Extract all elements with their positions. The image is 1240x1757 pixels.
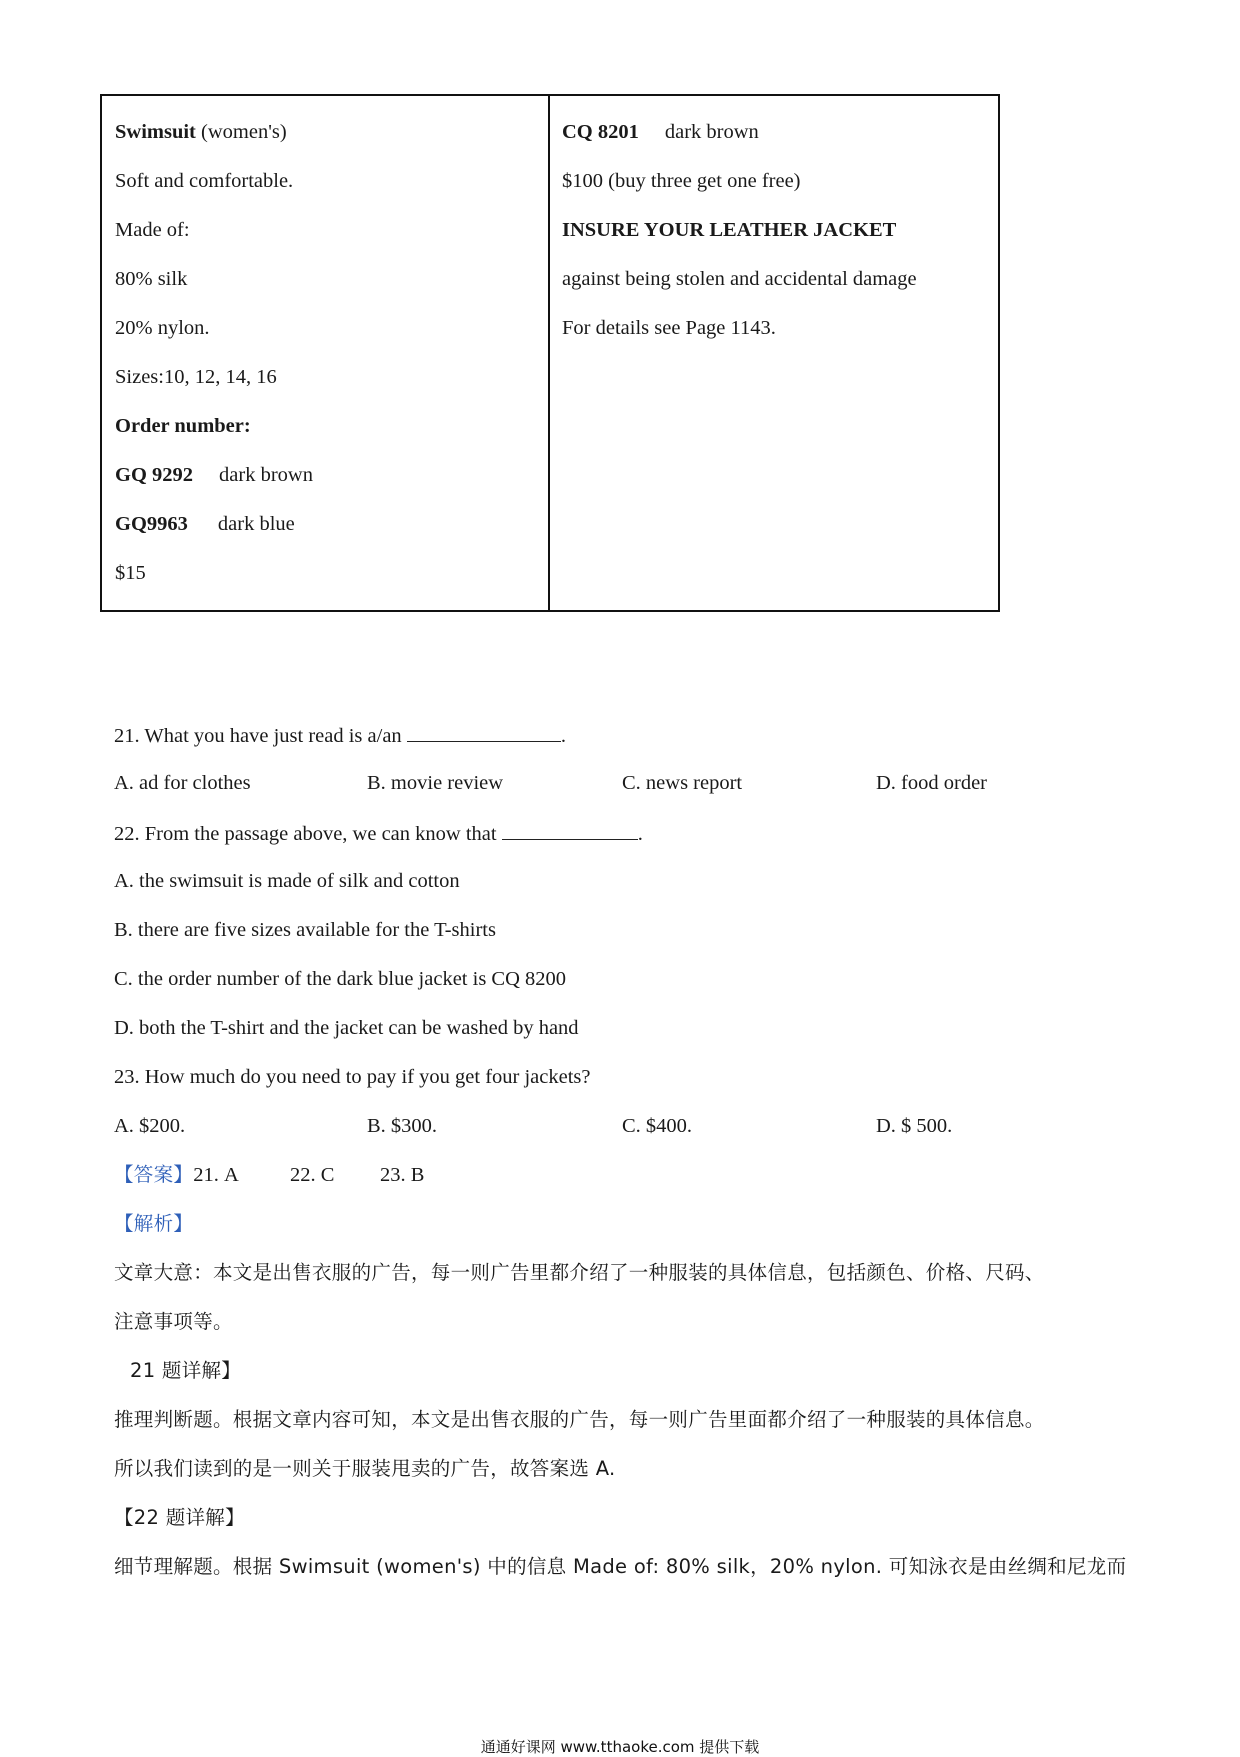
jacket-order-line <box>562 120 986 169</box>
detail-21-title: 21 题详解】 <box>130 1359 242 1382</box>
swimsuit-sizes: Sizes:10, 12, 14, 16 <box>115 366 277 388</box>
jacket-price: $100 (buy three get one free) <box>562 170 801 192</box>
q22-option-a: A. the swimsuit is made of silk and cotton <box>114 870 460 892</box>
ad-swimsuit-cell <box>102 96 550 610</box>
q23-options <box>114 1113 1144 1162</box>
swimsuit-subtitle: (women's) <box>195 121 287 143</box>
order-color-1: dark brown <box>219 464 313 486</box>
q22-stem <box>114 819 1144 868</box>
q22-stem-text: 22. From the passage above, we can know that <box>114 823 497 845</box>
q23-option-a: A. $200. <box>114 1115 186 1137</box>
q23-option-c: C. $400. <box>622 1115 693 1137</box>
answer-tag: 【答案】 <box>114 1163 194 1186</box>
q21-option-d: D. food order <box>876 772 988 794</box>
q21-option-c: C. news report <box>622 772 743 794</box>
answer-21: 21. A <box>193 1164 239 1186</box>
detail-22-line-1: 细节理解题。根据 Swimsuit (women's) 中的信息 Made of: 80% silk，20% nylon. 可知泳衣是由丝绸和尼龙而 <box>114 1555 1127 1578</box>
order-code-1: GQ 9292 <box>115 464 194 486</box>
q22-option-b: B. there are five sizes available for the T-shirts <box>114 919 496 941</box>
q21-option-a: A. ad for clothes <box>114 772 251 794</box>
swimsuit-title-line <box>115 120 536 169</box>
analysis-tag: 【解析】 <box>114 1212 194 1235</box>
order-line-2 <box>115 512 536 561</box>
q22-blank <box>502 819 638 840</box>
swimsuit-nylon: 20% nylon. <box>115 317 210 339</box>
questions-section <box>114 721 1144 1603</box>
q22-option-c: C. the order number of the dark blue jacket is CQ 8200 <box>114 968 567 990</box>
answer-23: 23. B <box>380 1164 425 1186</box>
q21-blank <box>407 721 561 742</box>
page-footer: 通通好课网 www.tthaoke.com 提供下载 <box>480 1738 760 1756</box>
analysis-tag-line <box>114 1211 1144 1260</box>
detail-22-title: 【22 题详解】 <box>114 1506 245 1529</box>
analysis-summary-1: 文章大意：本文是出售衣服的广告，每一则广告里都介绍了一种服装的具体信息，包括颜色、价格、尺码、 <box>114 1261 1045 1284</box>
order-line-1 <box>115 463 536 512</box>
q22-option-d: D. both the T-shirt and the jacket can be washed by hand <box>114 1017 579 1039</box>
jacket-code: CQ 8201 <box>562 121 639 143</box>
detail-21-line-2: 所以我们读到的是一则关于服装甩卖的广告，故答案选 A. <box>114 1457 616 1480</box>
q23-option-b: B. $300. <box>367 1115 438 1137</box>
q21-stem-text: 21. What you have just read is a/an <box>114 725 402 747</box>
insure-heading: INSURE YOUR LEATHER JACKET <box>562 219 897 241</box>
detail-21-line-1: 推理判断题。根据文章内容可知，本文是出售衣服的广告，每一则广告里面都介绍了一种服装的具体信息。 <box>114 1408 1045 1431</box>
swimsuit-made-of: Made of: <box>115 219 190 241</box>
swimsuit-silk: 80% silk <box>115 268 188 290</box>
answer-22: 22. C <box>290 1164 335 1186</box>
swimsuit-price: $15 <box>115 562 146 584</box>
q23-option-d: D. $ 500. <box>876 1115 953 1137</box>
ad-jacket-cell <box>550 96 998 610</box>
q22-end: . <box>637 823 643 845</box>
swimsuit-desc: Soft and comfortable. <box>115 170 294 192</box>
q21-stem <box>114 721 1144 770</box>
order-color-2: dark blue <box>217 513 295 535</box>
insure-details: For details see Page 1143. <box>562 317 776 339</box>
order-number-label: Order number: <box>115 415 251 437</box>
insure-against: against being stolen and accidental damage <box>562 268 917 290</box>
q21-end: . <box>560 725 566 747</box>
ad-table <box>100 94 1000 612</box>
analysis-summary-2: 注意事项等。 <box>114 1310 233 1333</box>
q21-option-b: B. movie review <box>367 772 504 794</box>
q21-options <box>114 770 1144 819</box>
order-code-2: GQ9963 <box>115 513 188 535</box>
jacket-color: dark brown <box>664 121 759 143</box>
swimsuit-title: Swimsuit <box>115 121 196 143</box>
answer-line <box>114 1162 1144 1211</box>
q23-stem: 23. How much do you need to pay if you get four jackets? <box>114 1066 591 1088</box>
